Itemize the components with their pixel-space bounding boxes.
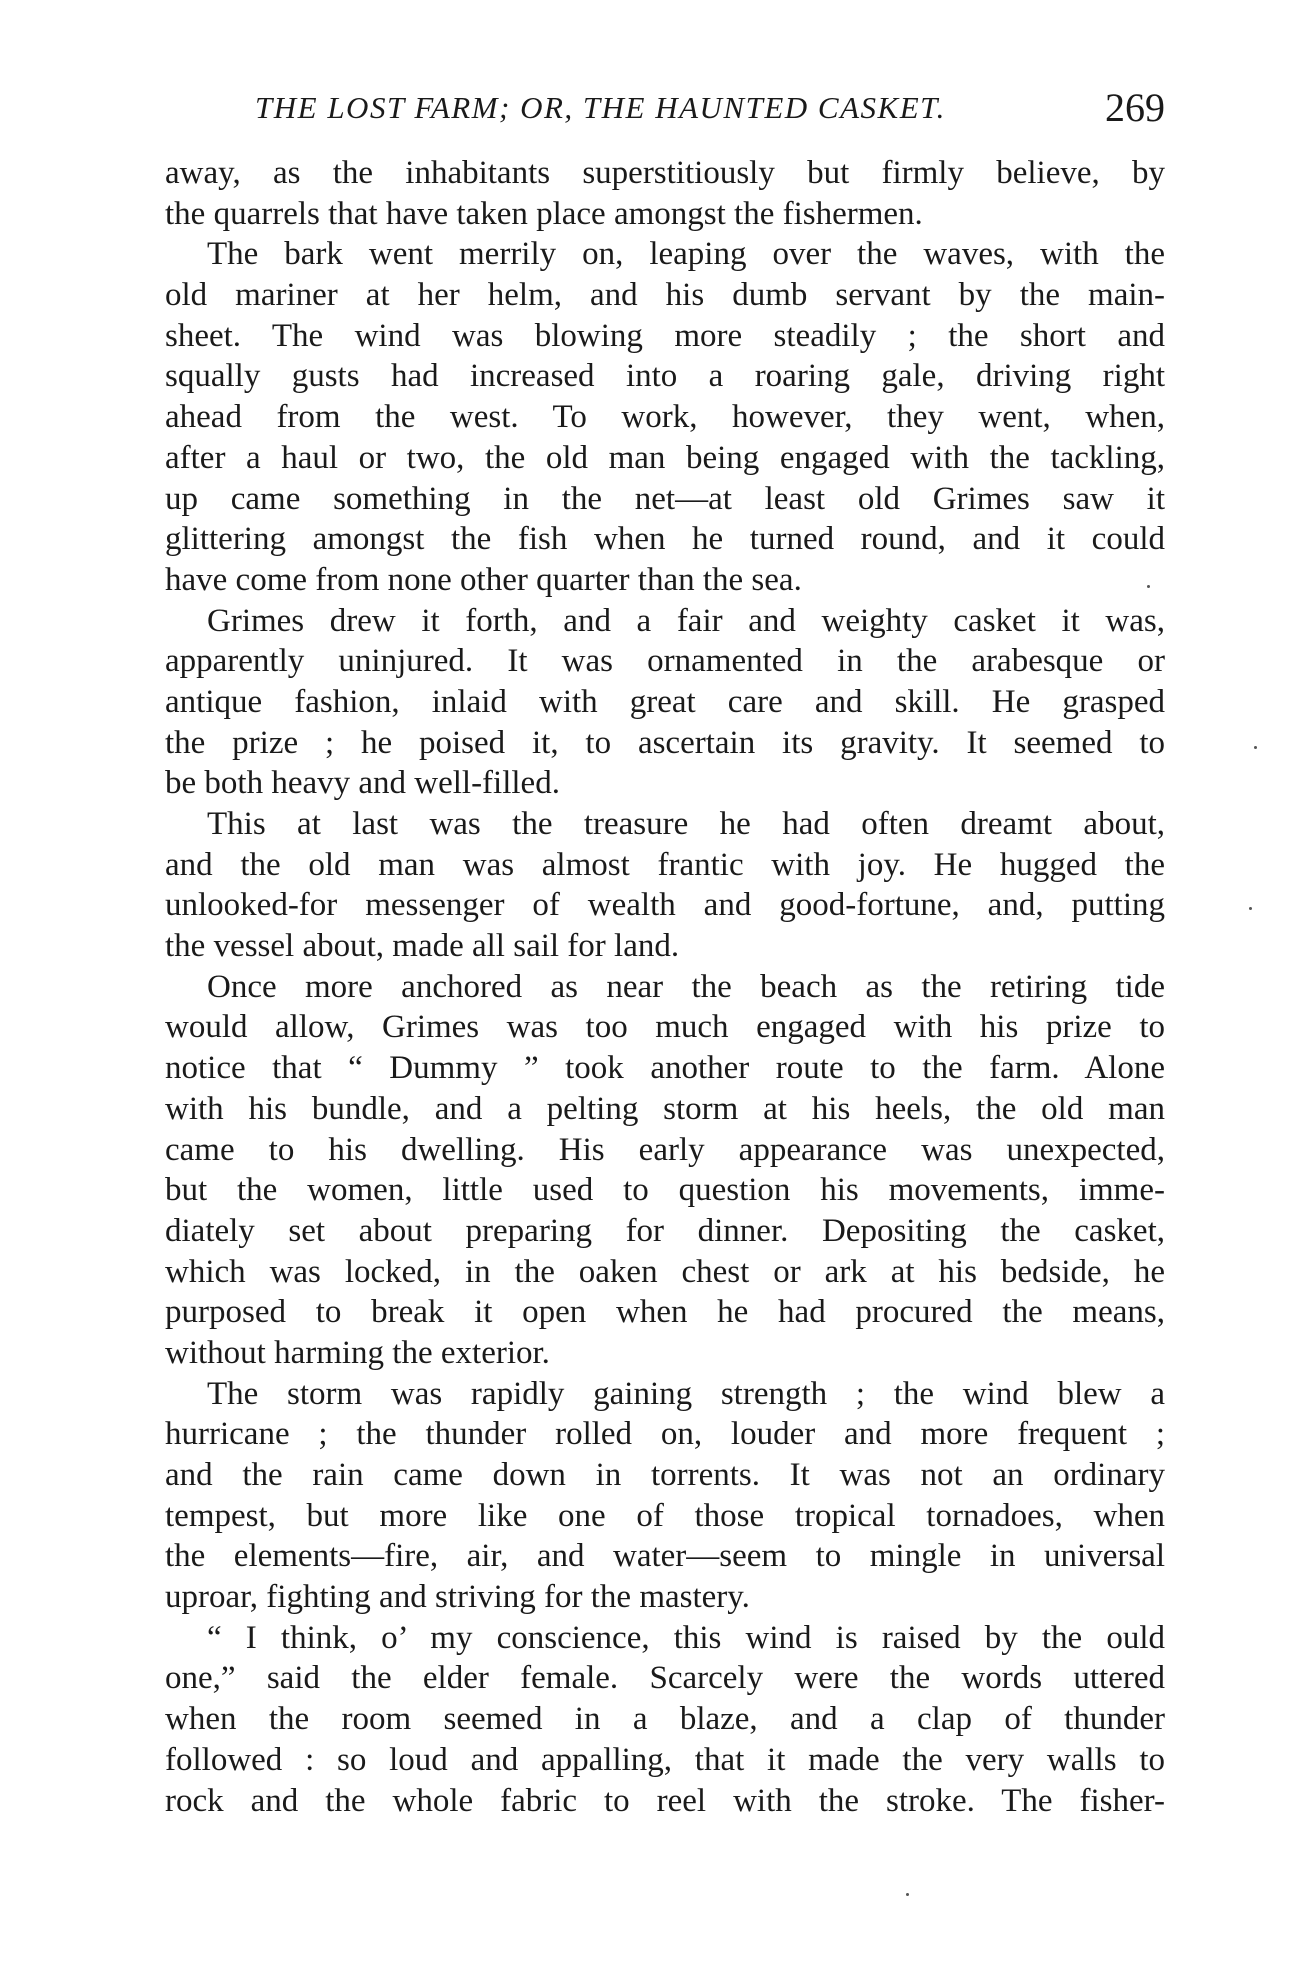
text-line: and the rain came down in torrents. It was not an ordinary bbox=[165, 1457, 1165, 1493]
text-line: The storm was rapidly gaining strength ; the wind blew a bbox=[207, 1375, 1165, 1412]
body-text bbox=[165, 153, 1165, 1821]
running-head bbox=[165, 78, 1165, 138]
page-number: 269 bbox=[1105, 85, 1165, 130]
text-line: antique fashion, inlaid with great care and skill. He grasped bbox=[165, 683, 1165, 720]
text-line: the prize ; he poised it, to ascertain its gravity. It seemed to bbox=[165, 724, 1165, 761]
text-line: ahead from the west. To work, however, they went, when, bbox=[165, 399, 1165, 436]
text-line: be both heavy and well-filled. bbox=[165, 765, 560, 802]
text-line: up came something in the net—at least old Grimes saw it bbox=[165, 480, 1165, 517]
text-line: The bark went merrily on, leaping over the waves, with the bbox=[207, 236, 1165, 273]
text-line: sheet. The wind was blowing more steadily ; the short and bbox=[165, 317, 1165, 354]
text-line: This at last was the treasure he had often dreamt about, bbox=[207, 806, 1165, 842]
text-line: apparently uninjured. It was ornamented in the arabesque or bbox=[165, 643, 1165, 680]
text-line: Once more anchored as near the beach as the retiring tide bbox=[207, 968, 1165, 1005]
text-line: without harming the exterior. bbox=[165, 1334, 550, 1371]
text-line: have come from none other quarter than the sea. bbox=[165, 561, 802, 598]
text-line: unlooked-for messenger of wealth and good-fortune, and, putting bbox=[165, 887, 1165, 924]
text-line: “ I think, o’ my conscience, this wind is raised by the ould bbox=[207, 1619, 1165, 1656]
paper-speck bbox=[906, 1893, 909, 1896]
text-line: squally gusts had increased into a roaring gale, driving right bbox=[165, 358, 1165, 395]
text-line: glittering amongst the fish when he turned round, and it could bbox=[165, 521, 1165, 558]
text-line: followed : so loud and appalling, that it made the very walls to bbox=[165, 1741, 1165, 1778]
text-line: diately set about preparing for dinner. Depositing the casket, bbox=[165, 1212, 1165, 1249]
text-line: notice that “ Dummy ” took another route to the farm. Alone bbox=[165, 1050, 1165, 1087]
text-line: when the room seemed in a blaze, and a clap of thunder bbox=[165, 1701, 1165, 1738]
text-line: came to his dwelling. His early appearance was unexpected, bbox=[165, 1131, 1165, 1168]
text-line: would allow, Grimes was too much engaged with his prize to bbox=[165, 1009, 1165, 1046]
text-line: one,” said the elder female. Scarcely were the words uttered bbox=[165, 1660, 1165, 1697]
text-line: hurricane ; the thunder rolled on, louder and more frequent ; bbox=[165, 1416, 1165, 1453]
paper-speck bbox=[1249, 907, 1252, 910]
text-line: Grimes drew it forth, and a fair and weighty casket it was, bbox=[207, 602, 1165, 639]
text-line: with his bundle, and a pelting storm at his heels, the old man bbox=[165, 1090, 1165, 1127]
text-line: the quarrels that have taken place amongst the fishermen. bbox=[165, 195, 923, 232]
text-line: the elements—fire, air, and water—seem to mingle in universal bbox=[165, 1538, 1165, 1575]
text-line: rock and the whole fabric to reel with the stroke. The fisher- bbox=[165, 1782, 1165, 1819]
text-line: which was locked, in the oaken chest or ark at his bedside, he bbox=[165, 1253, 1165, 1290]
paper-speck bbox=[1254, 746, 1257, 749]
text-line: but the women, little used to question his movements, imme- bbox=[165, 1172, 1165, 1209]
text-line: the vessel about, made all sail for land. bbox=[165, 928, 680, 965]
text-line: purposed to break it open when he had procured the means, bbox=[165, 1294, 1165, 1331]
text-line: away, as the inhabitants superstitiously but firmly believe, by bbox=[165, 155, 1165, 191]
text-line: old mariner at her helm, and his dumb servant by the main- bbox=[165, 277, 1165, 314]
text-line: uproar, fighting and striving for the mastery. bbox=[165, 1579, 750, 1616]
text-line: after a haul or two, the old man being engaged with the tackling, bbox=[165, 439, 1165, 476]
running-title: THE LOST FARM; OR, THE HAUNTED CASKET. bbox=[255, 90, 946, 125]
paper-speck bbox=[1147, 585, 1150, 588]
text-line: and the old man was almost frantic with joy. He hugged the bbox=[165, 846, 1165, 883]
text-line: tempest, but more like one of those tropical tornadoes, when bbox=[165, 1497, 1165, 1534]
